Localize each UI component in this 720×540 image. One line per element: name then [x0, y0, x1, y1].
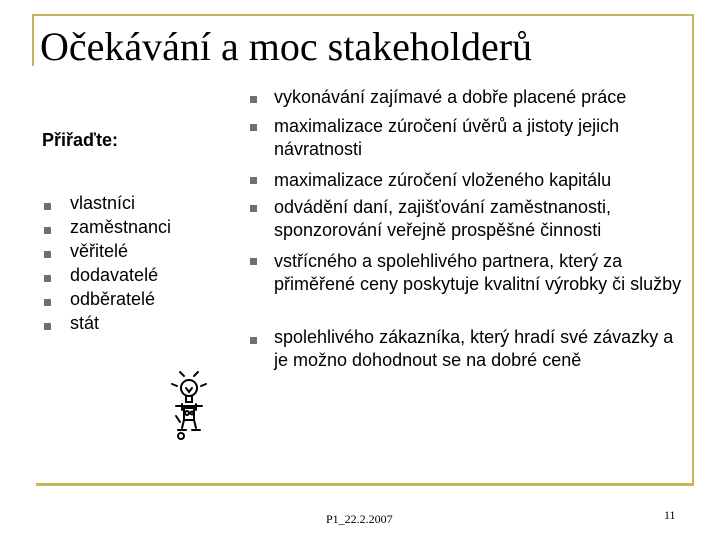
right-list-item: maximalizace zúročení úvěrů a jistoty jejich návratnosti: [274, 116, 620, 159]
right-list-item: odvádění daní, zajišťování zaměstnanosti, sponzorování veřejně prospěšné činnosti: [274, 197, 611, 240]
right-list-item: vykonávání zajímavé a dobře placené práce: [274, 87, 627, 107]
bullet-icon: [44, 203, 51, 210]
bullet-icon: [44, 275, 51, 282]
frame-top-line: [32, 14, 694, 16]
assign-label: Přiřaďte:: [42, 130, 118, 150]
bullet-icon: [250, 205, 257, 212]
footer-text: P1_22.2.2007: [326, 512, 393, 526]
bullet-icon: [44, 251, 51, 258]
lightbulb-idea-icon: [164, 364, 214, 444]
right-list-item: spolehlivého zákazníka, který hradí své závazky a je možno dohodnout se na dobré ceně: [274, 327, 674, 370]
bullet-icon: [44, 299, 51, 306]
bullet-icon: [250, 177, 257, 184]
left-list-item: vlastníci: [70, 193, 136, 213]
right-list-item: maximalizace zúročení vloženého kapitálu: [274, 170, 612, 190]
footer-divider: [36, 483, 694, 486]
left-list-item: odběratelé: [70, 289, 156, 309]
bullet-icon: [44, 227, 51, 234]
bullet-icon: [44, 323, 51, 330]
left-list-item: zaměstnanci: [70, 217, 172, 237]
left-list-item: stát: [70, 313, 100, 333]
frame-left-line: [32, 14, 34, 66]
left-list-item: věřitelé: [70, 241, 129, 261]
bullet-icon: [250, 96, 257, 103]
page-number: 11: [664, 508, 676, 522]
slide-title: Očekávání a moc stakeholderů: [40, 24, 533, 69]
bullet-icon: [250, 337, 257, 344]
left-list-item: dodavatelé: [70, 265, 159, 285]
frame-right-line: [692, 14, 694, 484]
bullet-icon: [250, 258, 257, 265]
right-list-item: vstřícného a spolehlivého partnera, který za přiměřené ceny poskytuje kvalitní výrobky či služby: [274, 251, 682, 294]
bullet-icon: [250, 124, 257, 131]
